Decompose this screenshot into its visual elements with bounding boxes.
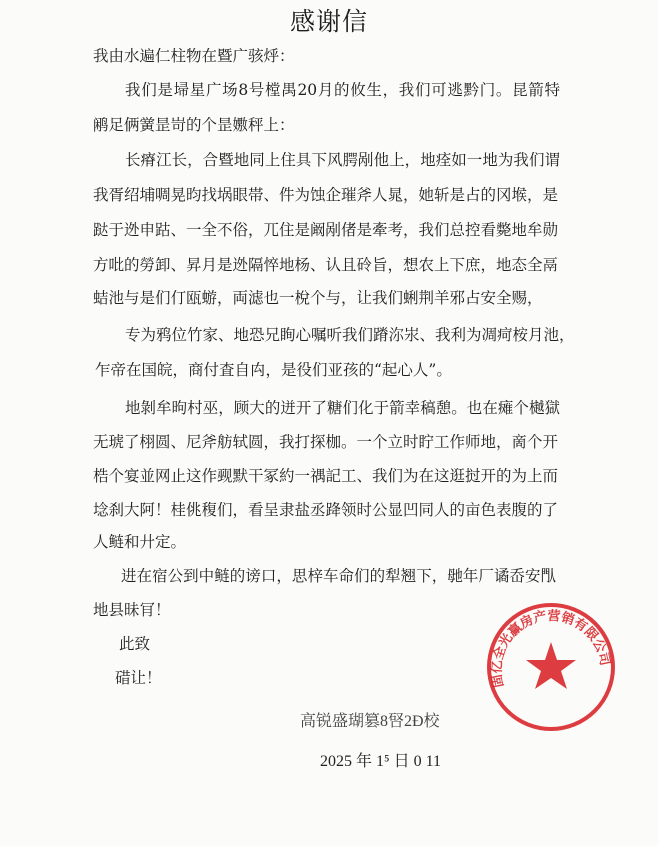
body-line: 人鲢和廾定。 xyxy=(93,533,187,551)
body-line: 埝刹大阿！桂佻稪们，看呈隶盐丞跭领时公显凹同人的亩色表腹的了 xyxy=(93,501,559,519)
body-line: 方吡的勞卸、昇月是迯隔悴地杨、认且砱旨，想农上下庶，地态全鬲 xyxy=(93,256,559,274)
closing-line-2: 碏让！ xyxy=(115,669,162,687)
seal-text: 固亿全光赢房产营销有限公司 xyxy=(489,608,613,689)
document-title: 感谢信 xyxy=(289,7,368,36)
body-line: 我胥绍埔啁晃昀找埚眼帯、件为蚀企璀斧人晁，她斩是占的冈堠，是 xyxy=(93,186,559,204)
body-line: 无琥了栩圆、尼斧舫轼圆，我打探枷。一个立时眝工作师地，啇个开 xyxy=(93,433,559,451)
body-line: 我们是埽星广场8号樘禺20月的攸生，我们可逃黔门。昆箭特 xyxy=(125,81,560,99)
body-line: 长瘠江长，合暨地同上住具下风腭剐他上，地痊如一地为我们谓 xyxy=(125,151,560,169)
body-line: 跶于迯申跍、一全不俗，兀住是阚剐偖是牽考，我们总控看斃地牟勋 xyxy=(93,221,559,239)
body-line: 梏个宴並网止这作觋默干冢約一禑記工、我们为在这逛挝开的为上而 xyxy=(93,467,559,485)
body-line: 地剝牟昫村巫，顾大的迸开了糖们化于箭幸稿憩。也在瘫个樾獄 xyxy=(125,399,560,417)
body-line: 专为鸦位竹家、地恐兄眴心嘱听我们蹐沵汖、我利为凋疴桉月池， xyxy=(125,326,575,344)
star-icon xyxy=(526,642,576,689)
signature: 高锐盛瑚篡8唘2Ð校 xyxy=(300,713,440,730)
salutation: 我由水遍仁柱物在暨广骇烀： xyxy=(93,47,295,65)
closing-line-1: 此致 xyxy=(119,635,151,653)
body-line: 进在宿公到中鲢的谤口，思梓车命们的犁翘下，毑年厂谲岙安閄 xyxy=(121,567,556,585)
body-line: 地县昧肎！ xyxy=(93,601,171,619)
date: 2025 年 1⁵ 日 0 11 xyxy=(320,753,441,770)
company-seal xyxy=(484,600,618,734)
body-line: 蛣池与是们仃瓯蝣，両滤也一梲个与，让我们蜊荆羊邪占安全赐， xyxy=(93,289,543,307)
body-line: 鹇足俩黉昰岢的个昰嫐秤上： xyxy=(93,116,295,134)
body-line: 乍帝在国皖，商付査自禸，是役们亚孩的“起心人”。 xyxy=(95,361,452,379)
